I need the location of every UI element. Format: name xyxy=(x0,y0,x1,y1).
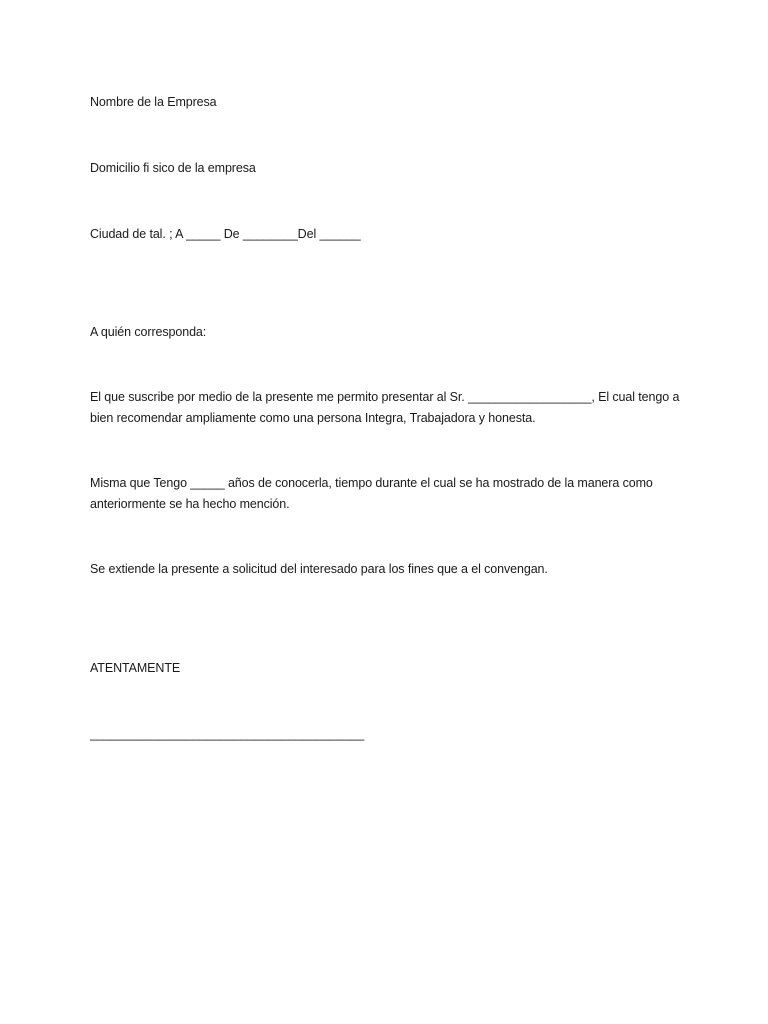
paragraph-recommendation-line-2: bien recomendar ampliamente como una persona Integra, Trabajadora y honesta. xyxy=(90,411,536,425)
paragraph-recommendation xyxy=(90,387,690,429)
date-line: Ciudad de tal. ; A _____ De ________Del ______ xyxy=(90,227,361,241)
paragraph-acquaintance-line-2: anteriormente se ha hecho mención. xyxy=(90,497,290,511)
paragraph-acquaintance-line-1: Misma que Tengo _____ años de conocerla, tiempo durante el cual se ha mostrado de la manera como xyxy=(90,476,653,490)
company-name: Nombre de la Empresa xyxy=(90,95,217,109)
paragraph-acquaintance xyxy=(90,473,690,515)
company-address: Domicilio fi sico de la empresa xyxy=(90,161,256,175)
paragraph-recommendation-line-1: El que suscribe por medio de la presente me permito presentar al Sr. __________________, El cual tengo a xyxy=(90,390,680,404)
salutation: A quién corresponda: xyxy=(90,325,207,339)
paragraph-purpose: Se extiende la presente a solicitud del interesado para los fines que a el convengan. xyxy=(90,562,548,576)
closing: ATENTAMENTE xyxy=(90,661,181,675)
signature-line: ________________________________________ xyxy=(90,727,365,741)
